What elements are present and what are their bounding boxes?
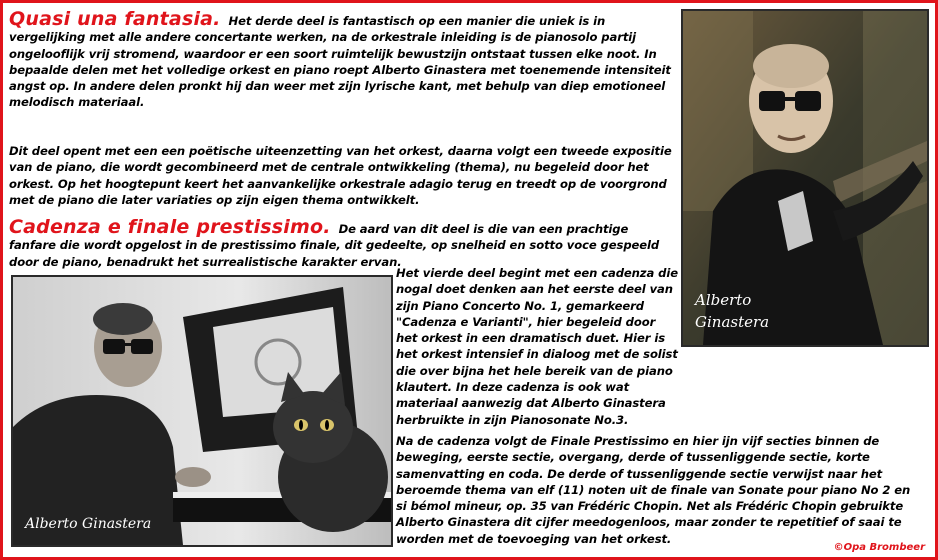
section1-para2 xyxy=(9,143,673,208)
caption-line: Ginastera xyxy=(695,313,770,331)
body-text: Dit deel opent met een een poëtische uiteenzetting van het orkest, daarna volgt een tweede expositie van de piano, die wordt gecombineerd met de centrale ontwikkeling (thema), nu begeleid door het orkest. Op het hoogtepunt keert het aanvankelijke orkestrale adagio terug en treedt op de voorgrond met de piano die later variaties op zijn eigen thema ontwikkelt. xyxy=(9,144,672,207)
piano-photo-bottom-left xyxy=(11,275,393,547)
body-text: De aard van dit deel is die van een prachtige fanfare die wordt opgelost in de prestissimo finale, dit gedeelte, op snelheid en sotto voce gespeeld door de piano, benadrukt het surrealistische karakter ervan. xyxy=(9,222,660,269)
section2-continuation xyxy=(396,265,678,428)
body-text: Na de cadenza volgt de Finale Prestissimo en hier ijn vijf secties binnen de beweging, eerste sectie, overgang, derde of tussenliggende sectie, korte samenvatting en coda. De derde of tussenliggende sectie verwijst naar het beroemde thema van elf (11) noten uit de finale van Sonate pour piano No 2 en si bémol mineur, op. 35 van Frédéric Chopin. Net als Frédéric Chopin gebruikte Alberto Ginastera dit cijfer meedogenloos, maar zonder te repetitief of saai te worden met de toevoeging van het orkest. xyxy=(396,434,911,546)
section1-para1 xyxy=(9,8,673,111)
portrait-photo-top-right xyxy=(681,9,929,347)
caption-line: Alberto xyxy=(695,291,752,309)
photo-caption xyxy=(695,289,769,333)
heading-quasi-una-fantasia: Quasi una fantasia. xyxy=(9,8,221,30)
body-text: Het derde deel is fantastisch op een manier die uniek is in vergelijking met alle andere concertante werken, na de orkestrale inleiding is de pianosolo partij ongelooflijk vrij stromend, waardoor er een soort ruimtelijk bewustzijn ontstaat tussen elke noot. In bepaalde delen met het volledige orkest en piano roept Alberto Ginastera met toenemende intensiteit angst op. In andere delen pronkt hij dan weer met zijn lyrische kant, met behulp van diep emotioneel melodisch materiaal. xyxy=(9,14,671,110)
heading-cadenza-e-finale: Cadenza e finale prestissimo. xyxy=(9,216,331,238)
photo-caption: Alberto Ginastera xyxy=(25,516,152,532)
copyright-credit: ©Opa Brombeer xyxy=(833,542,925,553)
section2-para1-top xyxy=(9,216,673,269)
body-text: Het vierde deel begint met een cadenza die nogal doet denken aan het eerste deel van zijn Piano Concerto No. 1, gemarkeerd "Cadenza e Varianti", hier begeleid door het orkest in een dramatisch duet. Hier is het orkest intensief in dialoog met de solist die over bijna het hele bereik van de piano klautert. In deze cadenza is ook wat materiaal aanwezig dat Alberto Ginastera herbruikte in zijn Pianosonate No.3. xyxy=(396,266,678,427)
section2-para3 xyxy=(396,433,922,547)
piano-cat-illustration xyxy=(13,277,391,545)
